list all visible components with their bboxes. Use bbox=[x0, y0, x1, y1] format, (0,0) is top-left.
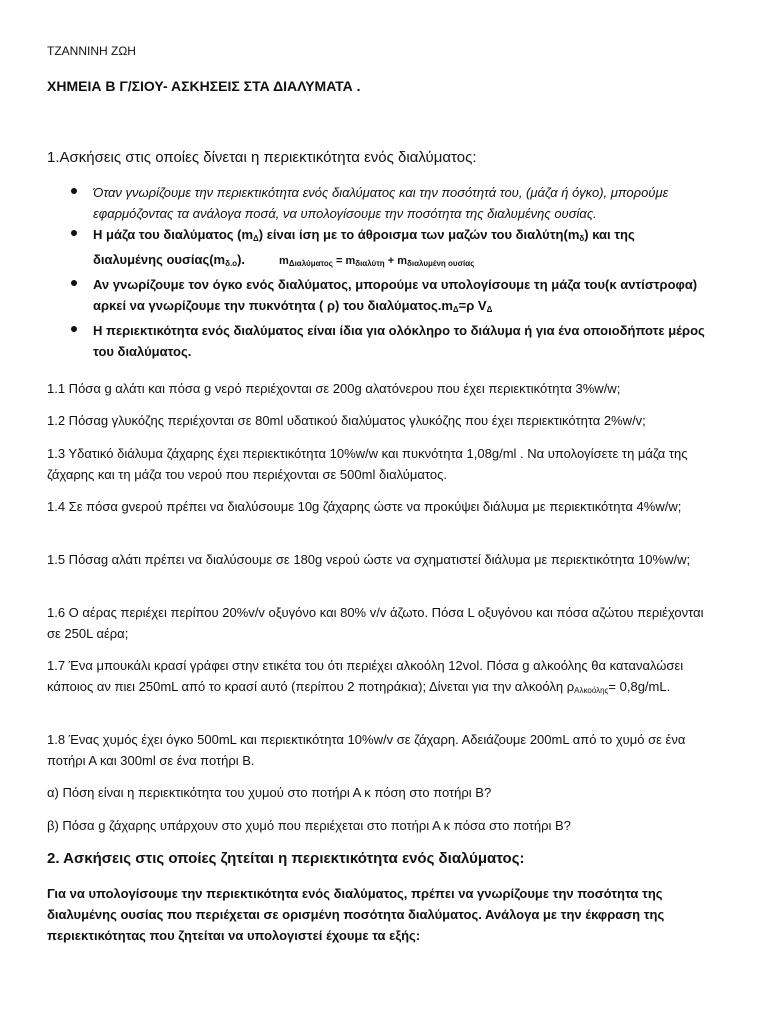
formula-part: = m bbox=[332, 255, 356, 267]
bullet-icon bbox=[71, 230, 77, 236]
question-1-4: 1.4 Σε πόσα gνερού πρέπει να διαλύσουμε 10g ζάχαρης ώστε να προκύψει διάλυμα με περιεκτικότητα 4%w/w; bbox=[47, 499, 682, 514]
bullet-text bbox=[93, 224, 708, 274]
subscript: διαλύτη bbox=[355, 259, 385, 268]
author-name: ΤΖΑΝΝΙΝΗ ΖΩΗ bbox=[47, 44, 136, 58]
bullet-text-part: Η μάζα του διαλύματος (m bbox=[93, 227, 254, 242]
question-1-7 bbox=[47, 655, 717, 701]
question-1-8-b: β) Πόσα g ζάχαρης υπάρχουν στο χυμό που περιέχεται στο ποτήρι Α κ πόσα στο ποτήρι Β? bbox=[47, 818, 571, 833]
bullet-item-1 bbox=[0, 182, 708, 224]
bullet-item-3 bbox=[0, 274, 708, 320]
question-text-part: 1.7 Ένα μπουκάλι κρασί γράφει στην ετικέτα του ότι περιέχει αλκοόλη 12vol. Πόσα g αλκοόλης θα καταναλώσει κάποιος αν πιει 250mL από το κρασί αυτό (περίπου 2 ποτηράκια); Δίνεται για την αλκοόλη ρ bbox=[47, 658, 684, 694]
question-1-1: 1.1 Πόσα g αλάτι και πόσα g νερό περιέχονται σε 200g αλατόνερου που έχει περιεκτικότητα 3%w/w; bbox=[47, 381, 621, 396]
section-1-heading: 1.Ασκήσεις στις οποίες δίνεται η περιεκτικότητα ενός διαλύματος: bbox=[47, 149, 477, 166]
subscript: Δ bbox=[253, 234, 259, 243]
question-1-8: 1.8 Ένας χυμός έχει όγκο 500mL και περιεκτικότητα 10%w/v σε ζάχαρη. Αδειάζουμε 200mL από το χυμό σε ένα ποτήρι Α και 300ml σε ένα ποτήρι Β. bbox=[47, 732, 686, 768]
subscript: Διαλύματος bbox=[288, 259, 333, 268]
bullet-text bbox=[93, 274, 708, 320]
bullet-item-2 bbox=[0, 224, 708, 274]
bullet-text: Η περιεκτικότητα ενός διαλύματος είναι ίδια για ολόκληρο το διάλυμα ή για ένα οποιοδήποτε μέρος του διαλύματος. bbox=[93, 323, 705, 359]
subscript: Αλκοόλης bbox=[574, 686, 609, 695]
subscript: Δ bbox=[452, 305, 459, 314]
section-2-intro: Για να υπολογίσουμε την περιεκτικότητα ενός διαλύματος, πρέπει να γνωρίζουμε την ποσότητα της διαλυμένης ουσίας που περιέχεται σε ορισμένη ποσότητα διαλύματος. Ανάλογα με την έκφραση της περιεκτικότητας που ζητείται να υπολογιστεί έχουμε τα εξής: bbox=[47, 886, 665, 943]
bullet-text-part: ) και της διαλυμένης ουσίας(m bbox=[93, 227, 635, 267]
document-title: ΧΗΜΕΙΑ Β Γ/ΣΙΟΥ- ΑΣΚΗΣΕΙΣ ΣΤΑ ΔΙΑΛΥΜΑΤΑ . bbox=[47, 78, 361, 94]
section-2-heading: 2. Ασκήσεις στις οποίες ζητείται η περιεκτικότητα ενός διαλύματος: bbox=[47, 850, 525, 867]
bullet-text-part: ). bbox=[237, 252, 246, 267]
bullet-icon bbox=[71, 326, 77, 332]
subscript: Δ bbox=[486, 305, 493, 314]
question-1-8-a: α) Πόση είναι η περιεκτικότητα του χυμού στο ποτήρι Α κ πόση στο ποτήρι Β? bbox=[47, 785, 492, 800]
subscript: δ.ο bbox=[225, 259, 238, 268]
bullet-list bbox=[0, 182, 768, 362]
question-1-6: 1.6 Ο αέρας περιέχει περίπου 20%v/v οξυγόνο και 80% v/v άζωτο. Πόσα L οξυγόνου και πόσα αζώτου περιέχονται σε 250L αέρα; bbox=[47, 605, 704, 641]
bullet-text-part: ) είναι ίση με το άθροισμα των μαζών του διαλύτη(m bbox=[258, 227, 580, 242]
formula-part: m bbox=[279, 255, 289, 267]
bullet-icon bbox=[71, 188, 77, 194]
mass-formula bbox=[279, 255, 474, 267]
bullet-text-part: Αν γνωρίζουμε τον όγκο ενός διαλύματος, μπορούμε να υπολογίσουμε τη μάζα του(κ αντίστροφα) αρκεί να γνωρίζουμε την πυκνότητα ( ρ) του διαλύματος.m bbox=[93, 277, 698, 313]
bullet-text-part: =ρ V bbox=[458, 298, 487, 313]
formula-part: + m bbox=[384, 255, 407, 267]
subscript: δ bbox=[579, 234, 585, 243]
subscript: διαλυμένη ουσίας bbox=[407, 259, 475, 268]
question-text-part: = 0,8g/mL. bbox=[608, 679, 671, 694]
bullet-item-4 bbox=[0, 320, 708, 362]
question-1-2: 1.2 Πόσαg γλυκόζης περιέχονται σε 80ml υδατικού διαλύματος γλυκόζης που έχει περιεκτικότητα 2%w/v; bbox=[47, 413, 646, 428]
question-1-3: 1.3 Υδατικό διάλυμα ζάχαρης έχει περιεκτικότητα 10%w/w και πυκνότητα 1,08g/ml . Να υπολογίσετε τη μάζα της ζάχαρης και τη μάζα του νερού που περιέχονται σε 500ml διαλύματος. bbox=[47, 446, 688, 482]
bullet-icon bbox=[71, 280, 77, 286]
question-1-5: 1.5 Πόσαg αλάτι πρέπει να διαλύσουμε σε 180g νερού ώστε να σχηματιστεί διάλυμα με περιεκτικότητα 10%w/w; bbox=[47, 552, 691, 567]
bullet-text: Όταν γνωρίζουμε την περιεκτικότητα ενός διαλύματος και την ποσότητά του, (μάζα ή όγκο), μπορούμε εφαρμόζοντας τα ανάλογα ποσά, να υπολογίσουμε την ποσότητα της διαλυμένης ουσίας. bbox=[93, 185, 669, 221]
